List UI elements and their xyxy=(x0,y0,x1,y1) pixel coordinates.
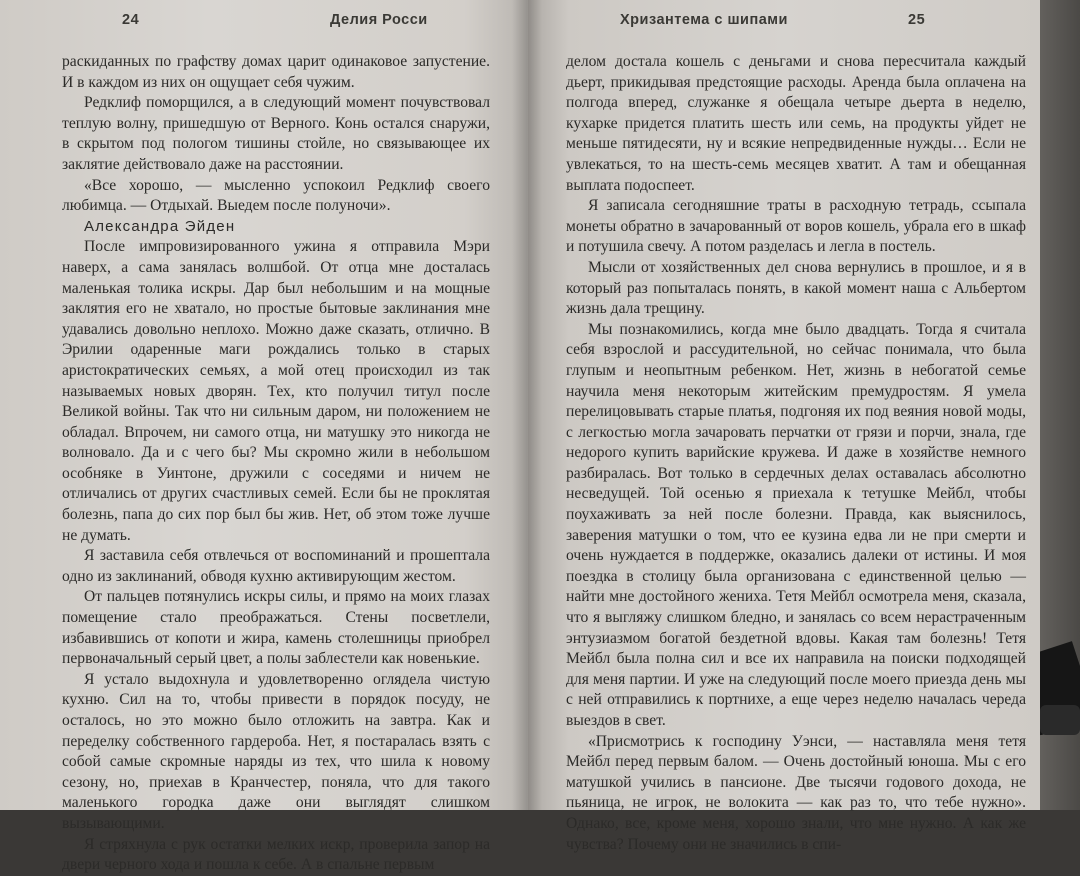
left-paragraph: «Все хорошо, — мысленно успокоил Редклиф своего любимца. — Отдыхай. Выедем после полуночи». xyxy=(62,176,490,215)
right-paragraph: Я записала сегодняшние траты в расходную тетрадь, ссыпала монеты обратно в зачарованный от воров кошель, убрала его в шкаф и потушила свечу. А потом разделась и легла в постель. xyxy=(566,197,1026,256)
right-body-text xyxy=(566,52,1026,855)
section-heading: Александра Эйден xyxy=(84,217,236,235)
left-paragraph: Редклиф поморщился, а в следующий момент почувствовал теплую волну, пришедшую от Верного. Конь остался снаружи, в скрытом под пологом тишины стойле, но связывающее их заклятие действовало даже на расстоянии. xyxy=(62,94,490,173)
right-paragraph: Мысли от хозяйственных дел снова вернулись в прошлое, и я в который раз попыталась понять, в какой момент наша с Альбертом жизнь дала трещину. xyxy=(566,258,1026,318)
left-running-title: Делия Росси xyxy=(330,12,428,28)
pen-cap xyxy=(1040,705,1080,735)
left-page-number: 24 xyxy=(122,12,140,28)
left-paragraph: Я стряхнула с рук остатки мелких искр, проверила запор на двери черного хода и пошла к себе. А в спальне первым xyxy=(62,835,490,874)
left-paragraph: раскиданных по графству домах царит одинаковое запустение. И в каждом из них он ощущает себя чужим. xyxy=(62,53,490,91)
right-paragraph: «Присмотрись к господину Уэнси, — наставляла меня тетя Мейбл перед первым балом. — Очень достойный юноша. Мы с его матушкой учились в пансионе. Две тысячи годового дохода, не пьяница, не игрок, не волокита — как раз то, что тебе нужно». Однако, все, кроме меня, хорошо знали, что мне нужно. А как же чувства? Почему они не значились в спи- xyxy=(566,732,1026,853)
left-paragraph: Я устало выдохнула и удовлетворенно оглядела чистую кухню. Сил на то, чтобы привести в порядок посуду, не осталось, но это можно было отложить на завтра. Как и переделку собственного гардероба. Нет, я постаралась взять с собой самые скромные наряды из тех, что шила к новому сезону, но, приехав в Кранчестер, поняла, что для такого маленького городка даже они выглядят слишком вызывающими. xyxy=(62,670,490,832)
book-gutter xyxy=(512,0,542,810)
left-page xyxy=(0,0,528,874)
right-running-head xyxy=(528,12,1040,36)
right-page-number: 25 xyxy=(908,12,926,28)
left-body-text xyxy=(62,52,490,876)
right-paragraph: делом достала кошель с деньгами и снова пересчитала каждый дьерт, прикидывая предстоящие расходы. Аренда была оплачена на полгода вперед, служанке я обещала четыре дьерта в неделю, кухарке придется платить шесть или семь, на продукты уйдет не меньше пятидесяти, ну и всякие непредвиденные нужды… Если не увлекаться, то на шесть-семь месяцев хватит. А там и обещанная выплата подоспеет. xyxy=(566,53,1026,194)
right-page xyxy=(528,0,1040,853)
left-paragraph: Я заставила себя отвлечься от воспоминаний и прошептала одно из заклинаний, обводя кухню активирующим жестом. xyxy=(62,547,490,585)
left-running-head xyxy=(0,12,528,36)
right-paragraph: Мы познакомились, когда мне было двадцать. Тогда я считала себя взрослой и рассудительной, но сейчас понимала, что была глупым и неопытным ребенком. Нет, жизнь в небогатой семье научила меня некоторым житейским премудростям. Я умела перелицовывать старые платья, подгоняя их под веяния новой моды, с легкостью могла зачаровать перчатки от грязи и порчи, знала, где недорого купить варийские кружева. И даже в хозяйстве немного разбиралась. Вот только в сердечных делах оставалась абсолютно несведущей. Той осенью я приехала к тетушке Мейбл, чтобы поухаживать за ней после болезни. Правда, как выяснилось, заверения матушки о том, что ее кузина едва ли не при смерти и очень нуждается в поддержке, оказались далеки от истины. И моя поездка в столицу была организована с единственной целью — найти мне достойного жениха. Тетя Мейбл осмотрела меня, сказала, что я выгляжу слишком бледно, и занялась со всем нерастраченным энтузиазмом богатой бездетной вдовы. Какая там болезнь! Тетя Мейбл была полна сил и все их направила на поиски подходящей для меня партии. И уже на следующий после моего приезда день мы с ней отправились к портнихе, а еще через неделю началась череда выездов в свет. xyxy=(566,320,1026,729)
left-paragraph: После импровизированного ужина я отправила Мэри наверх, а сама занялась волшбой. От отца мне досталась маленькая толика искры. Дар был небольшим и на мощные заклятия его не хватало, но простые бытовые заклинания мне удавались довольно неплохо. Можно даже сказать, отлично. В Эрилии одаренные маги рождались только в старых аристократических семьях, а мой отец происходил из так называемых новых дворян. Тех, кто получил титул после Великой войны. Так что ни сильным даром, ни положением не обладал. Впрочем, ни самого отца, ни матушку это никогда не волновало. Да и с чего бы? Мы скромно жили в небольшом особняке в Уинтоне, дружили с соседями и ничем не отличались от других счастливых семей. Если бы не проклятая болезнь, папа до сих пор был бы жив. Нет, об этом тоже лучше не думать. xyxy=(62,238,490,544)
left-paragraph: От пальцев потянулись искры силы, и прямо на моих глазах помещение стало преображаться. Стены посветлели, избавившись от копоти и жира, камень столешницы приобрел первоначальный серый цвет, а полы заблестели как новенькие. xyxy=(62,588,490,668)
right-running-title: Хризантема с шипами xyxy=(620,12,788,28)
